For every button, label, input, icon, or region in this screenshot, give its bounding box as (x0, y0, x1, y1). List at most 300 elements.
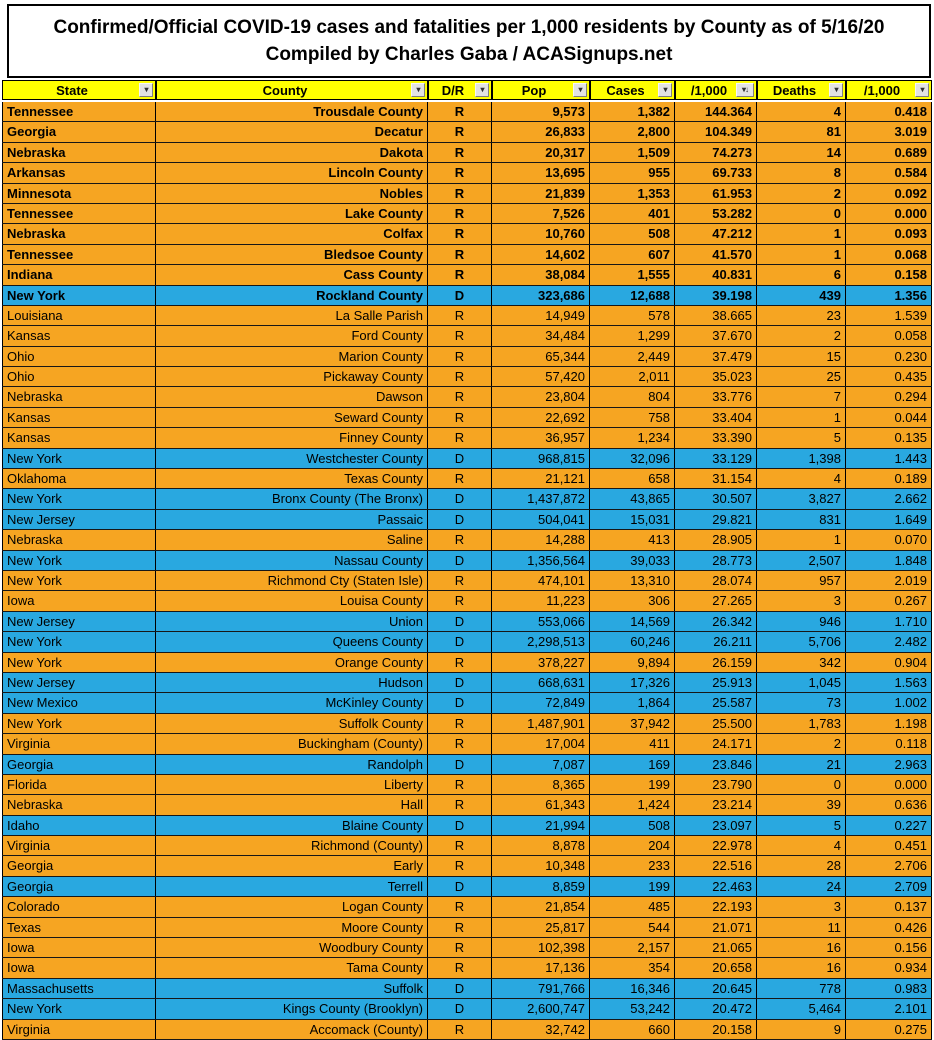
cell-dr[interactable]: R (428, 122, 492, 141)
cell-deaths_per_1k[interactable]: 0.092 (846, 184, 932, 203)
cell-deaths[interactable]: 8 (757, 163, 846, 182)
cell-dr[interactable]: D (428, 673, 492, 692)
cell-cases_per_1k[interactable]: 53.282 (675, 204, 757, 223)
cell-dr[interactable]: D (428, 510, 492, 529)
cell-pop[interactable]: 11,223 (492, 591, 590, 610)
cell-pop[interactable]: 34,484 (492, 326, 590, 345)
cell-county[interactable]: Richmond Cty (Staten Isle) (156, 571, 428, 590)
cell-state[interactable]: Nebraska (2, 530, 156, 549)
cell-state[interactable]: Nebraska (2, 387, 156, 406)
cell-cases[interactable]: 508 (590, 224, 675, 243)
cell-state[interactable]: Iowa (2, 591, 156, 610)
cell-cases[interactable]: 1,299 (590, 326, 675, 345)
cell-cases_per_1k[interactable]: 27.265 (675, 591, 757, 610)
cell-cases[interactable]: 13,310 (590, 571, 675, 590)
cell-deaths[interactable]: 73 (757, 693, 846, 712)
cell-cases[interactable]: 306 (590, 591, 675, 610)
cell-cases_per_1k[interactable]: 22.193 (675, 897, 757, 916)
cell-pop[interactable]: 65,344 (492, 347, 590, 366)
cell-state[interactable]: New York (2, 286, 156, 305)
cell-deaths[interactable]: 342 (757, 653, 846, 672)
cell-cases_per_1k[interactable]: 30.507 (675, 489, 757, 508)
cell-dr[interactable]: D (428, 999, 492, 1018)
cell-pop[interactable]: 8,859 (492, 877, 590, 896)
cell-pop[interactable]: 10,760 (492, 224, 590, 243)
cell-deaths[interactable]: 1 (757, 224, 846, 243)
cell-county[interactable]: Union (156, 612, 428, 631)
cell-county[interactable]: Seward County (156, 408, 428, 427)
cell-deaths[interactable]: 1,783 (757, 714, 846, 733)
cell-dr[interactable]: R (428, 530, 492, 549)
cell-cases[interactable]: 2,011 (590, 367, 675, 386)
cell-deaths_per_1k[interactable]: 0.118 (846, 734, 932, 753)
cell-cases[interactable]: 14,569 (590, 612, 675, 631)
cell-dr[interactable]: D (428, 877, 492, 896)
cell-dr[interactable]: R (428, 204, 492, 223)
cell-county[interactable]: Randolph (156, 755, 428, 774)
cell-deaths[interactable]: 81 (757, 122, 846, 141)
cell-cases[interactable]: 199 (590, 877, 675, 896)
cell-cases_per_1k[interactable]: 33.390 (675, 428, 757, 447)
cell-state[interactable]: Iowa (2, 958, 156, 977)
cell-state[interactable]: New Mexico (2, 693, 156, 712)
cell-cases[interactable]: 15,031 (590, 510, 675, 529)
cell-dr[interactable]: R (428, 591, 492, 610)
column-header-county[interactable] (156, 80, 428, 100)
cell-county[interactable]: Cass County (156, 265, 428, 284)
cell-pop[interactable]: 38,084 (492, 265, 590, 284)
cell-county[interactable]: Finney County (156, 428, 428, 447)
cell-pop[interactable]: 1,356,564 (492, 551, 590, 570)
cell-cases_per_1k[interactable]: 20.472 (675, 999, 757, 1018)
cell-deaths_per_1k[interactable]: 0.451 (846, 836, 932, 855)
cell-deaths[interactable]: 24 (757, 877, 846, 896)
cell-cases_per_1k[interactable]: 33.404 (675, 408, 757, 427)
cell-deaths[interactable]: 1 (757, 245, 846, 264)
cell-pop[interactable]: 474,101 (492, 571, 590, 590)
cell-deaths_per_1k[interactable]: 0.000 (846, 204, 932, 223)
cell-deaths[interactable]: 439 (757, 286, 846, 305)
cell-dr[interactable]: D (428, 449, 492, 468)
cell-pop[interactable]: 1,487,901 (492, 714, 590, 733)
cell-state[interactable]: Iowa (2, 938, 156, 957)
cell-dr[interactable]: R (428, 938, 492, 957)
cell-cases_per_1k[interactable]: 37.670 (675, 326, 757, 345)
cell-dr[interactable]: R (428, 306, 492, 325)
cell-pop[interactable]: 10,348 (492, 856, 590, 875)
cell-state[interactable]: Indiana (2, 265, 156, 284)
cell-dr[interactable]: R (428, 428, 492, 447)
cell-cases_per_1k[interactable]: 69.733 (675, 163, 757, 182)
cell-cases[interactable]: 578 (590, 306, 675, 325)
cell-cases_per_1k[interactable]: 23.097 (675, 816, 757, 835)
cell-state[interactable]: Idaho (2, 816, 156, 835)
cell-pop[interactable]: 21,839 (492, 184, 590, 203)
cell-county[interactable]: Buckingham (County) (156, 734, 428, 753)
filter-sort-descending-icon[interactable]: ▾↓ (736, 83, 754, 97)
cell-cases[interactable]: 204 (590, 836, 675, 855)
cell-county[interactable]: Decatur (156, 122, 428, 141)
cell-state[interactable]: Colorado (2, 897, 156, 916)
cell-pop[interactable]: 504,041 (492, 510, 590, 529)
cell-cases_per_1k[interactable]: 20.158 (675, 1020, 757, 1039)
cell-deaths_per_1k[interactable]: 0.058 (846, 326, 932, 345)
cell-deaths_per_1k[interactable]: 1.539 (846, 306, 932, 325)
cell-state[interactable]: Ohio (2, 347, 156, 366)
cell-cases_per_1k[interactable]: 21.071 (675, 918, 757, 937)
cell-dr[interactable]: R (428, 347, 492, 366)
cell-county[interactable]: Accomack (County) (156, 1020, 428, 1039)
cell-dr[interactable]: R (428, 795, 492, 814)
cell-county[interactable]: Dawson (156, 387, 428, 406)
cell-cases[interactable]: 1,382 (590, 102, 675, 121)
cell-dr[interactable]: R (428, 918, 492, 937)
cell-cases_per_1k[interactable]: 28.074 (675, 571, 757, 590)
cell-state[interactable]: New York (2, 449, 156, 468)
cell-cases_per_1k[interactable]: 26.211 (675, 632, 757, 651)
cell-dr[interactable]: R (428, 387, 492, 406)
cell-pop[interactable]: 36,957 (492, 428, 590, 447)
cell-deaths_per_1k[interactable]: 0.904 (846, 653, 932, 672)
cell-deaths_per_1k[interactable]: 0.137 (846, 897, 932, 916)
cell-cases_per_1k[interactable]: 33.776 (675, 387, 757, 406)
cell-cases_per_1k[interactable]: 25.500 (675, 714, 757, 733)
cell-deaths_per_1k[interactable]: 2.019 (846, 571, 932, 590)
filter-dropdown-icon[interactable]: ▾ (475, 83, 489, 97)
cell-state[interactable]: New Jersey (2, 673, 156, 692)
cell-deaths_per_1k[interactable]: 1.356 (846, 286, 932, 305)
cell-deaths[interactable]: 2 (757, 184, 846, 203)
cell-deaths[interactable]: 3 (757, 897, 846, 916)
cell-dr[interactable]: D (428, 286, 492, 305)
cell-cases_per_1k[interactable]: 23.214 (675, 795, 757, 814)
cell-cases[interactable]: 233 (590, 856, 675, 875)
cell-state[interactable]: Florida (2, 775, 156, 794)
cell-cases_per_1k[interactable]: 28.905 (675, 530, 757, 549)
cell-state[interactable]: Virginia (2, 1020, 156, 1039)
cell-county[interactable]: Nassau County (156, 551, 428, 570)
cell-deaths[interactable]: 957 (757, 571, 846, 590)
cell-dr[interactable]: R (428, 326, 492, 345)
cell-cases_per_1k[interactable]: 40.831 (675, 265, 757, 284)
cell-deaths[interactable]: 1 (757, 530, 846, 549)
cell-county[interactable]: Rockland County (156, 286, 428, 305)
cell-county[interactable]: Kings County (Brooklyn) (156, 999, 428, 1018)
cell-pop[interactable]: 1,437,872 (492, 489, 590, 508)
cell-state[interactable]: Kansas (2, 326, 156, 345)
cell-cases[interactable]: 758 (590, 408, 675, 427)
cell-pop[interactable]: 791,766 (492, 979, 590, 998)
cell-pop[interactable]: 102,398 (492, 938, 590, 957)
cell-dr[interactable]: D (428, 816, 492, 835)
cell-deaths_per_1k[interactable]: 0.983 (846, 979, 932, 998)
cell-cases_per_1k[interactable]: 39.198 (675, 286, 757, 305)
cell-state[interactable]: Nebraska (2, 143, 156, 162)
cell-cases[interactable]: 804 (590, 387, 675, 406)
cell-deaths_per_1k[interactable]: 0.189 (846, 469, 932, 488)
column-header-deaths_per_1k[interactable] (846, 80, 932, 100)
cell-deaths[interactable]: 28 (757, 856, 846, 875)
cell-cases[interactable]: 60,246 (590, 632, 675, 651)
cell-deaths[interactable]: 11 (757, 918, 846, 937)
cell-deaths_per_1k[interactable]: 1.563 (846, 673, 932, 692)
cell-county[interactable]: Bronx County (The Bronx) (156, 489, 428, 508)
cell-state[interactable]: Georgia (2, 122, 156, 141)
cell-pop[interactable]: 14,949 (492, 306, 590, 325)
cell-deaths[interactable]: 7 (757, 387, 846, 406)
cell-state[interactable]: Virginia (2, 734, 156, 753)
cell-cases[interactable]: 37,942 (590, 714, 675, 733)
cell-deaths[interactable]: 5 (757, 816, 846, 835)
cell-deaths_per_1k[interactable]: 2.101 (846, 999, 932, 1018)
cell-dr[interactable]: R (428, 571, 492, 590)
cell-county[interactable]: Hall (156, 795, 428, 814)
cell-state[interactable]: New York (2, 653, 156, 672)
cell-cases[interactable]: 169 (590, 755, 675, 774)
cell-deaths[interactable]: 5,706 (757, 632, 846, 651)
cell-state[interactable]: Texas (2, 918, 156, 937)
cell-cases[interactable]: 1,424 (590, 795, 675, 814)
cell-dr[interactable]: R (428, 897, 492, 916)
cell-deaths[interactable]: 16 (757, 938, 846, 957)
cell-deaths_per_1k[interactable]: 1.649 (846, 510, 932, 529)
cell-pop[interactable]: 14,288 (492, 530, 590, 549)
cell-cases[interactable]: 955 (590, 163, 675, 182)
cell-county[interactable]: Texas County (156, 469, 428, 488)
cell-deaths_per_1k[interactable]: 0.227 (846, 816, 932, 835)
cell-cases_per_1k[interactable]: 38.665 (675, 306, 757, 325)
cell-county[interactable]: Moore County (156, 918, 428, 937)
cell-cases[interactable]: 2,157 (590, 938, 675, 957)
cell-deaths_per_1k[interactable]: 1.848 (846, 551, 932, 570)
cell-cases_per_1k[interactable]: 41.570 (675, 245, 757, 264)
cell-deaths[interactable]: 1,045 (757, 673, 846, 692)
cell-deaths_per_1k[interactable]: 0.584 (846, 163, 932, 182)
cell-cases_per_1k[interactable]: 144.364 (675, 102, 757, 121)
cell-state[interactable]: Virginia (2, 836, 156, 855)
cell-deaths_per_1k[interactable]: 0.000 (846, 775, 932, 794)
cell-deaths[interactable]: 2,507 (757, 551, 846, 570)
cell-pop[interactable]: 61,343 (492, 795, 590, 814)
cell-pop[interactable]: 25,817 (492, 918, 590, 937)
cell-pop[interactable]: 9,573 (492, 102, 590, 121)
cell-cases[interactable]: 658 (590, 469, 675, 488)
cell-dr[interactable]: R (428, 1020, 492, 1039)
cell-pop[interactable]: 22,692 (492, 408, 590, 427)
cell-cases[interactable]: 2,449 (590, 347, 675, 366)
cell-deaths[interactable]: 9 (757, 1020, 846, 1039)
cell-deaths[interactable]: 2 (757, 734, 846, 753)
cell-deaths_per_1k[interactable]: 3.019 (846, 122, 932, 141)
cell-state[interactable]: New York (2, 714, 156, 733)
cell-cases_per_1k[interactable]: 61.953 (675, 184, 757, 203)
cell-deaths_per_1k[interactable]: 2.482 (846, 632, 932, 651)
cell-cases[interactable]: 1,509 (590, 143, 675, 162)
cell-county[interactable]: Louisa County (156, 591, 428, 610)
cell-dr[interactable]: R (428, 836, 492, 855)
cell-deaths_per_1k[interactable]: 2.706 (846, 856, 932, 875)
cell-deaths_per_1k[interactable]: 2.709 (846, 877, 932, 896)
cell-deaths[interactable]: 6 (757, 265, 846, 284)
cell-pop[interactable]: 14,602 (492, 245, 590, 264)
cell-pop[interactable]: 553,066 (492, 612, 590, 631)
cell-deaths[interactable]: 1,398 (757, 449, 846, 468)
cell-cases_per_1k[interactable]: 37.479 (675, 347, 757, 366)
cell-pop[interactable]: 20,317 (492, 143, 590, 162)
cell-dr[interactable]: D (428, 979, 492, 998)
cell-cases_per_1k[interactable]: 24.171 (675, 734, 757, 753)
cell-county[interactable]: Lincoln County (156, 163, 428, 182)
cell-cases_per_1k[interactable]: 22.978 (675, 836, 757, 855)
cell-pop[interactable]: 17,136 (492, 958, 590, 977)
cell-dr[interactable]: D (428, 551, 492, 570)
cell-pop[interactable]: 2,600,747 (492, 999, 590, 1018)
cell-pop[interactable]: 8,365 (492, 775, 590, 794)
cell-county[interactable]: Hudson (156, 673, 428, 692)
cell-state[interactable]: Kansas (2, 408, 156, 427)
cell-cases_per_1k[interactable]: 20.658 (675, 958, 757, 977)
cell-county[interactable]: Logan County (156, 897, 428, 916)
cell-dr[interactable]: R (428, 958, 492, 977)
cell-deaths[interactable]: 0 (757, 204, 846, 223)
cell-cases_per_1k[interactable]: 21.065 (675, 938, 757, 957)
cell-cases_per_1k[interactable]: 47.212 (675, 224, 757, 243)
cell-deaths[interactable]: 15 (757, 347, 846, 366)
cell-state[interactable]: Massachusetts (2, 979, 156, 998)
cell-cases_per_1k[interactable]: 23.790 (675, 775, 757, 794)
cell-state[interactable]: Minnesota (2, 184, 156, 203)
cell-dr[interactable]: R (428, 245, 492, 264)
cell-dr[interactable]: R (428, 367, 492, 386)
cell-dr[interactable]: R (428, 265, 492, 284)
cell-cases[interactable]: 544 (590, 918, 675, 937)
cell-cases[interactable]: 401 (590, 204, 675, 223)
cell-deaths[interactable]: 5,464 (757, 999, 846, 1018)
cell-deaths_per_1k[interactable]: 0.135 (846, 428, 932, 447)
cell-county[interactable]: Queens County (156, 632, 428, 651)
cell-county[interactable]: Suffolk (156, 979, 428, 998)
cell-dr[interactable]: D (428, 612, 492, 631)
cell-deaths_per_1k[interactable]: 1.002 (846, 693, 932, 712)
cell-cases[interactable]: 32,096 (590, 449, 675, 468)
cell-cases_per_1k[interactable]: 25.587 (675, 693, 757, 712)
cell-cases[interactable]: 485 (590, 897, 675, 916)
cell-deaths_per_1k[interactable]: 2.963 (846, 755, 932, 774)
cell-county[interactable]: Early (156, 856, 428, 875)
cell-county[interactable]: La Salle Parish (156, 306, 428, 325)
cell-deaths_per_1k[interactable]: 2.662 (846, 489, 932, 508)
cell-dr[interactable]: R (428, 714, 492, 733)
cell-pop[interactable]: 57,420 (492, 367, 590, 386)
cell-deaths_per_1k[interactable]: 1.710 (846, 612, 932, 631)
cell-pop[interactable]: 26,833 (492, 122, 590, 141)
cell-cases_per_1k[interactable]: 23.846 (675, 755, 757, 774)
cell-county[interactable]: Passaic (156, 510, 428, 529)
cell-cases_per_1k[interactable]: 26.159 (675, 653, 757, 672)
cell-deaths_per_1k[interactable]: 1.443 (846, 449, 932, 468)
cell-dr[interactable]: D (428, 755, 492, 774)
column-header-pop[interactable] (492, 80, 590, 100)
cell-county[interactable]: Saline (156, 530, 428, 549)
cell-deaths_per_1k[interactable]: 0.230 (846, 347, 932, 366)
filter-dropdown-icon[interactable]: ▾ (139, 83, 153, 97)
cell-deaths[interactable]: 0 (757, 775, 846, 794)
cell-pop[interactable]: 7,087 (492, 755, 590, 774)
cell-state[interactable]: Arkansas (2, 163, 156, 182)
cell-dr[interactable]: R (428, 856, 492, 875)
cell-deaths_per_1k[interactable]: 0.158 (846, 265, 932, 284)
cell-pop[interactable]: 8,878 (492, 836, 590, 855)
cell-pop[interactable]: 13,695 (492, 163, 590, 182)
cell-deaths[interactable]: 2 (757, 326, 846, 345)
cell-county[interactable]: Colfax (156, 224, 428, 243)
cell-pop[interactable]: 668,631 (492, 673, 590, 692)
cell-cases[interactable]: 17,326 (590, 673, 675, 692)
cell-county[interactable]: Westchester County (156, 449, 428, 468)
cell-deaths_per_1k[interactable]: 0.636 (846, 795, 932, 814)
cell-deaths[interactable]: 23 (757, 306, 846, 325)
cell-cases[interactable]: 12,688 (590, 286, 675, 305)
cell-state[interactable]: Oklahoma (2, 469, 156, 488)
cell-dr[interactable]: R (428, 224, 492, 243)
cell-pop[interactable]: 2,298,513 (492, 632, 590, 651)
cell-deaths[interactable]: 21 (757, 755, 846, 774)
cell-pop[interactable]: 968,815 (492, 449, 590, 468)
cell-dr[interactable]: R (428, 163, 492, 182)
cell-cases_per_1k[interactable]: 31.154 (675, 469, 757, 488)
cell-pop[interactable]: 23,804 (492, 387, 590, 406)
cell-pop[interactable]: 21,121 (492, 469, 590, 488)
cell-county[interactable]: Liberty (156, 775, 428, 794)
cell-cases[interactable]: 508 (590, 816, 675, 835)
cell-cases_per_1k[interactable]: 104.349 (675, 122, 757, 141)
cell-state[interactable]: New York (2, 551, 156, 570)
cell-county[interactable]: Richmond (County) (156, 836, 428, 855)
cell-deaths_per_1k[interactable]: 0.294 (846, 387, 932, 406)
cell-deaths[interactable]: 946 (757, 612, 846, 631)
cell-state[interactable]: New York (2, 489, 156, 508)
cell-deaths[interactable]: 831 (757, 510, 846, 529)
column-header-state[interactable] (2, 80, 156, 100)
cell-pop[interactable]: 21,994 (492, 816, 590, 835)
cell-deaths[interactable]: 5 (757, 428, 846, 447)
cell-deaths[interactable]: 4 (757, 102, 846, 121)
cell-state[interactable]: New York (2, 632, 156, 651)
cell-cases_per_1k[interactable]: 74.273 (675, 143, 757, 162)
cell-deaths[interactable]: 3 (757, 591, 846, 610)
cell-pop[interactable]: 323,686 (492, 286, 590, 305)
cell-dr[interactable]: R (428, 143, 492, 162)
cell-county[interactable]: Lake County (156, 204, 428, 223)
cell-county[interactable]: McKinley County (156, 693, 428, 712)
cell-state[interactable]: Georgia (2, 877, 156, 896)
cell-dr[interactable]: R (428, 653, 492, 672)
cell-state[interactable]: Georgia (2, 856, 156, 875)
cell-pop[interactable]: 32,742 (492, 1020, 590, 1039)
filter-dropdown-icon[interactable]: ▾ (658, 83, 672, 97)
cell-pop[interactable]: 72,849 (492, 693, 590, 712)
cell-cases[interactable]: 607 (590, 245, 675, 264)
cell-cases[interactable]: 354 (590, 958, 675, 977)
cell-state[interactable]: Tennessee (2, 102, 156, 121)
cell-deaths[interactable]: 16 (757, 958, 846, 977)
column-header-deaths[interactable] (757, 80, 846, 100)
cell-deaths_per_1k[interactable]: 0.426 (846, 918, 932, 937)
cell-state[interactable]: Georgia (2, 755, 156, 774)
cell-state[interactable]: Nebraska (2, 224, 156, 243)
cell-cases[interactable]: 43,865 (590, 489, 675, 508)
column-header-cases_per_1k[interactable] (675, 80, 757, 100)
